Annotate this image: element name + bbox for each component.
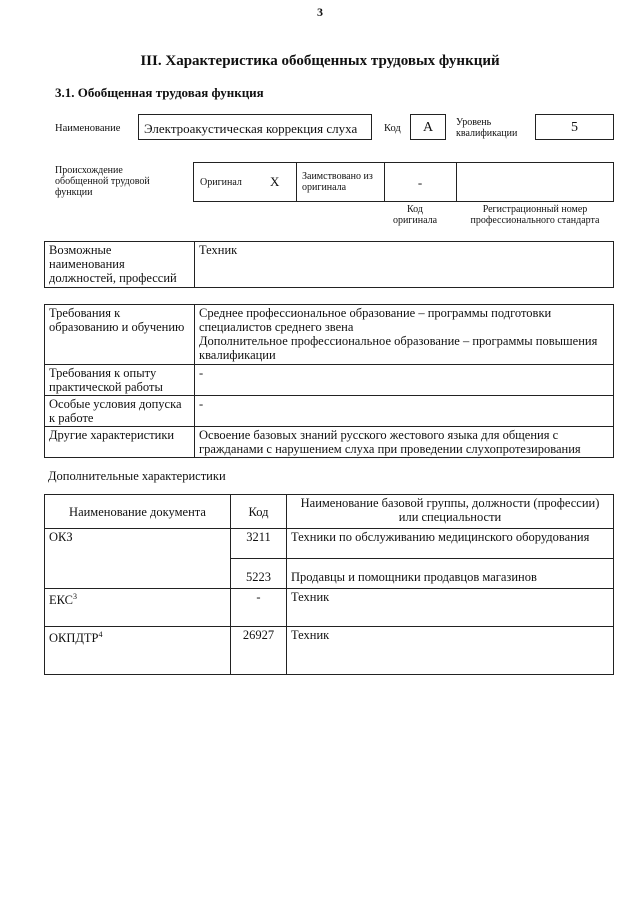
requirements-table <box>44 304 614 458</box>
header-cell: Наименование документа <box>45 495 231 529</box>
original-label: Оригинал <box>200 177 242 188</box>
code-cell: 26927 <box>231 627 287 675</box>
req-label: Требования к образованию и обучению <box>45 305 195 365</box>
name-label: Наименование <box>55 123 121 134</box>
level-value: 5 <box>535 114 614 140</box>
origin-label: Происхождение обобщенной трудовой функции <box>55 165 150 198</box>
code-cell: - <box>231 589 287 627</box>
doc-cell <box>45 627 231 675</box>
name-cell: Техники по обслуживанию медицинского оборудования <box>287 529 614 559</box>
footnote-mark: 3 <box>73 592 77 601</box>
code-value: A <box>410 114 446 140</box>
name-value: Электроакустическая коррекция слуха <box>138 114 372 140</box>
header-cell: Код <box>231 495 287 529</box>
doc-name: ЕКС <box>49 593 73 608</box>
additional-table <box>44 494 614 675</box>
original-mark: X <box>270 174 280 189</box>
doc-cell <box>45 589 231 627</box>
footnote-mark: 4 <box>98 630 103 639</box>
code-cell: 3211 <box>231 529 287 559</box>
code-label: Код <box>384 123 401 134</box>
section-title: III. Характеристика обобщенных трудовых функций <box>140 53 500 69</box>
borrowed-value: - <box>417 175 423 190</box>
positions-label: Возможные наименования должностей, профессий <box>45 242 195 288</box>
caption-code: Код оригинала <box>392 204 438 226</box>
positions-table <box>44 241 614 288</box>
req-label: Другие характеристики <box>45 427 195 458</box>
doc-cell: ОКЗ <box>45 529 231 589</box>
doc-name: ОКПДТР <box>49 631 99 646</box>
subsection-title: 3.1. Обобщенная трудовая функция <box>55 85 264 100</box>
positions-value: Техник <box>195 242 614 288</box>
additional-title: Дополнительные характеристики <box>48 469 226 483</box>
req-label: Особые условия допуска к работе <box>45 396 195 427</box>
table-row <box>45 529 614 559</box>
level-label: Уровень квалификации <box>456 117 518 139</box>
name-cell: Техник <box>287 627 614 675</box>
divider <box>296 163 297 201</box>
origin-box <box>193 162 614 202</box>
table-row <box>45 589 614 627</box>
borrowed-label: Заимствовано из оригинала <box>302 171 373 193</box>
name-cell: Продавцы и помощники продавцов магазинов <box>287 559 614 589</box>
name-cell: Техник <box>287 589 614 627</box>
req-value: - <box>195 396 614 427</box>
header-cell: Наименование базовой группы, должности (профессии) или специальности <box>287 495 614 529</box>
req-value: Освоение базовых знаний русского жестового языка для общения с гражданами с нарушением слуха при проведении слухопротезирования <box>195 427 614 458</box>
code-cell: 5223 <box>231 559 287 589</box>
req-value: Среднее профессиональное образование – программы подготовки специалистов среднего звена Дополнительное профессиональное образование – программы повышения квалификации <box>195 305 614 365</box>
table-row <box>45 627 614 675</box>
caption-reg: Регистрационный номер профессионального стандарта <box>470 204 600 226</box>
page-number: 3 <box>317 5 323 19</box>
divider <box>456 163 457 201</box>
req-value: - <box>195 365 614 396</box>
req-label: Требования к опыту практической работы <box>45 365 195 396</box>
